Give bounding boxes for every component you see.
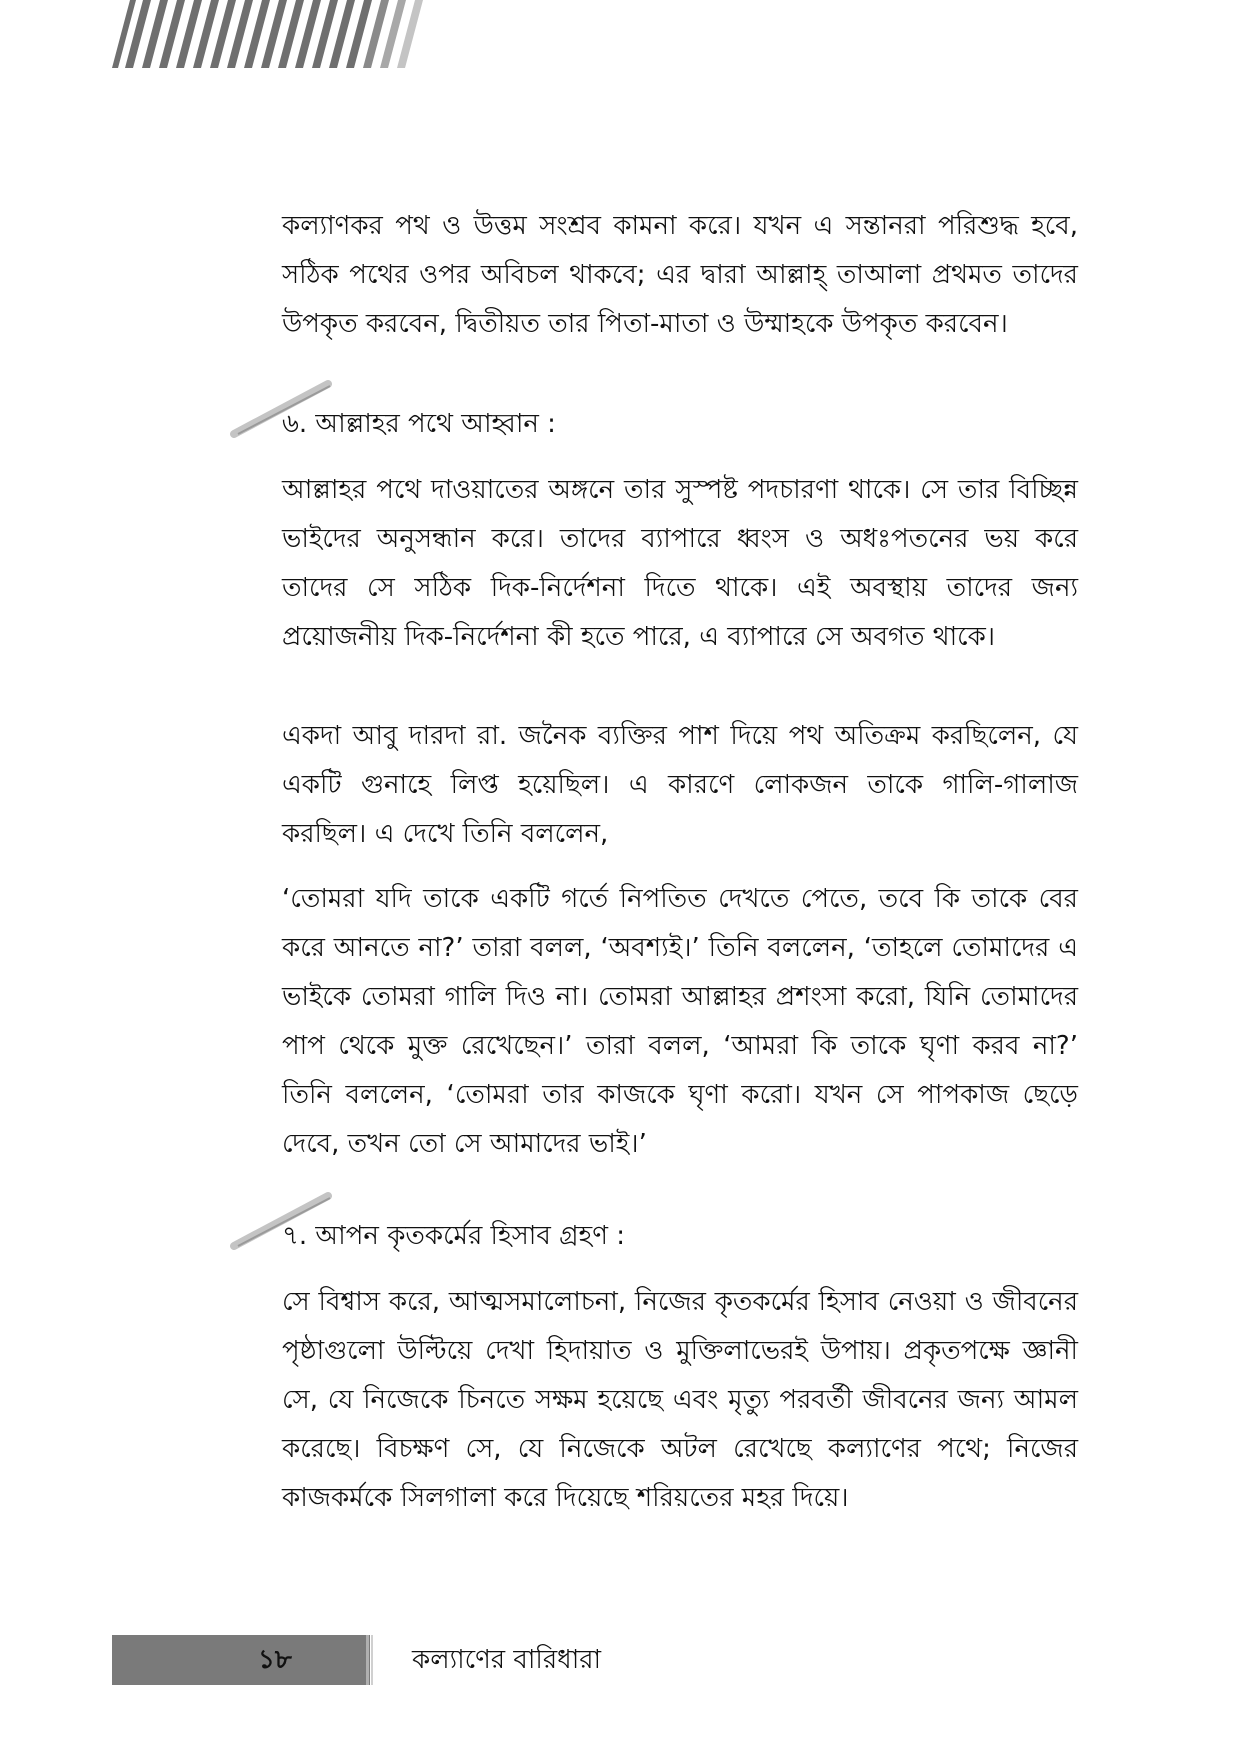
section-6-paragraph-3: ‘তোমরা যদি তাকে একটি গর্তে নিপতিত দেখতে পেতে, তবে কি তাকে বের করে আনতে না?’ তারা বলল, ‘অবশ্যই।’ তিনি বললেন, ‘তাহলে তোমাদের এ ভাইকে তোমরা গালি দিও না। তোমরা আল্লাহর প্রশংসা করো, যিনি তোমাদের পাপ থেকে মুক্ত রেখেছেন।’ তারা বলল, ‘আমরা কি তাকে ঘৃণা করব না?’ তিনি বললেন, ‘তোমরা তার কাজকে ঘৃণা করো। যখন সে পাপকাজ ছেড়ে দেবে, তখন তো সে আমাদের ভাই।’ — [282, 884, 1078, 1159]
intro-paragraph: কল্যাণকর পথ ও উত্তম সংশ্রব কামনা করে। যখন এ সন্তানরা পরিশুদ্ধ হবে, সঠিক পথের ওপর অবিচল থাকবে; এর দ্বারা আল্লাহ্‌ তাআলা প্রথমত তাদের উপকৃত করবেন, দ্বিতীয়ত তার পিতা-মাতা ও উম্মাহকে উপকৃত করবেন। — [282, 211, 1078, 339]
section-6-heading: ৬. আল্লাহর পথে আহ্বান : — [282, 409, 556, 439]
section-6-paragraph-2: একদা আবু দারদা রা. জনৈক ব্যক্তির পাশ দিয়ে পথ অতিক্রম করছিলেন, যে একটি গুনাহে লিপ্ত হয়েছিল। এ কারণে লোকজন তাকে গালি-গালাজ করছিল। এ দেখে তিনি বললেন, — [282, 721, 1078, 849]
stripes-graphic — [112, 0, 442, 68]
header-stripes-decoration — [112, 0, 442, 68]
section-7-heading: ৭. আপন কৃতকর্মের হিসাব গ্রহণ : — [282, 1221, 625, 1251]
section-7-paragraph-1: সে বিশ্বাস করে, আত্মসমালোচনা, নিজের কৃতকর্মের হিসাব নেওয়া ও জীবনের পৃষ্ঠাগুলো উল্টিয়ে দেখা হিদায়াত ও মুক্তিলাভেরই উপায়। প্রকৃতপক্ষে জ্ঞানী সে, যে নিজেকে চিনতে সক্ষম হয়েছে এবং মৃত্যু পরবর্তী জীবনের জন্য আমল করেছে। বিচক্ষণ সে, যে নিজেকে অটল রেখেছে কল্যাণের পথে; নিজের কাজকর্মকে সিলগালা করে দিয়েছে শরিয়তের মহর দিয়ে। — [282, 1287, 1078, 1513]
page-number: ১৮ — [258, 1645, 292, 1675]
section-6-paragraph-1: আল্লাহর পথে দাওয়াতের অঙ্গনে তার সুস্পষ্ট পদচারণা থাকে। সে তার বিচ্ছিন্ন ভাইদের অনুসন্ধান করে। তাদের ব্যাপারে ধ্বংস ও অধঃপতনের ভয় করে তাদের সে সঠিক দিক-নির্দেশনা দিতে থাকে। এই অবস্থায় তাদের জন্য প্রয়োজনীয় দিক-নির্দেশনা কী হতে পারে, এ ব্যাপারে সে অবগত থাকে। — [282, 475, 1078, 652]
footer-bar-edge-decoration — [366, 1635, 376, 1685]
footer-bar — [112, 1635, 370, 1685]
book-title: কল্যাণের বারিধারা — [412, 1645, 602, 1675]
